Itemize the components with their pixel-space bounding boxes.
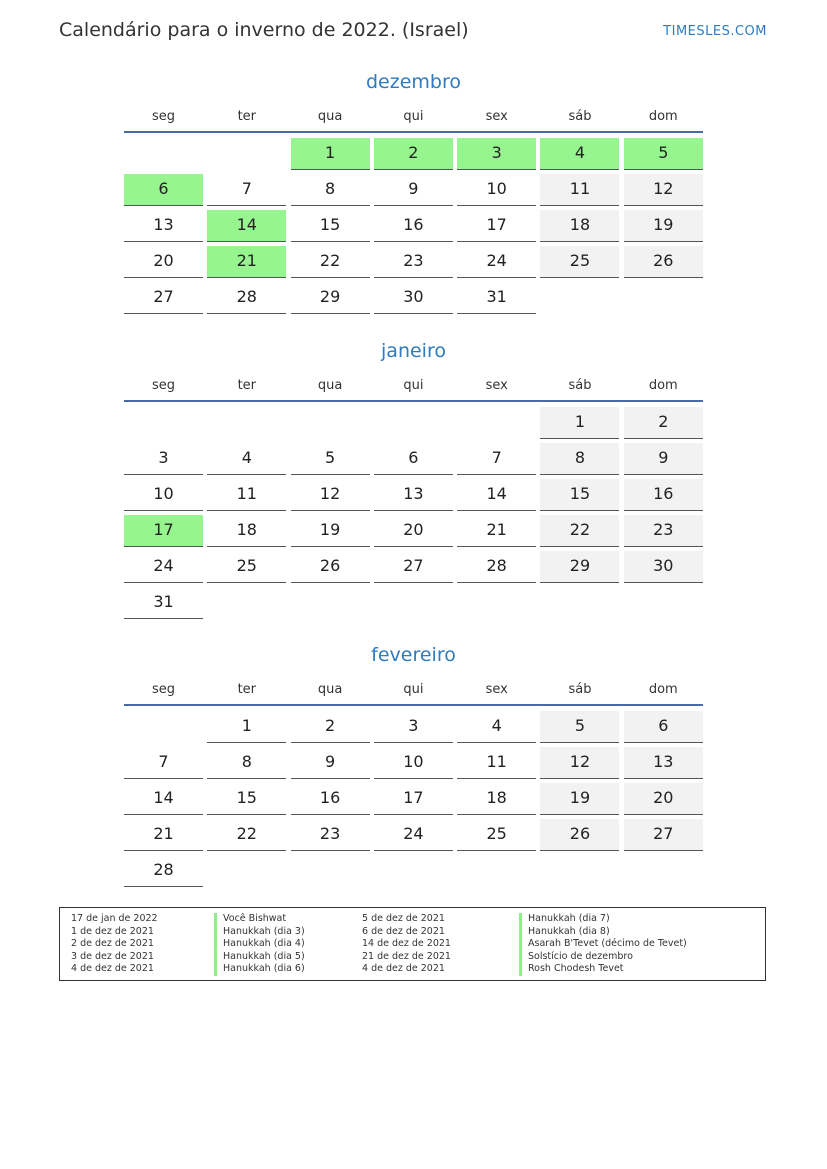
day-cell: 28 — [207, 282, 286, 314]
day-cell: 17 — [124, 515, 203, 547]
legend-holiday-name: Rosh Chodesh Tevet — [519, 963, 687, 976]
header-separator — [124, 704, 703, 706]
day-cell: 14 — [124, 783, 203, 815]
day-cell: 4 — [457, 711, 536, 743]
day-cell: 25 — [540, 246, 619, 278]
legend-date: 3 de dez de 2021 — [71, 950, 154, 962]
empty-cell — [124, 138, 203, 170]
weekday-label: qua — [317, 109, 343, 124]
empty-cell — [207, 138, 286, 170]
day-cell: 20 — [374, 515, 453, 547]
day-cell: 22 — [291, 246, 370, 278]
day-cell: 6 — [624, 711, 703, 743]
day-cell: 5 — [624, 138, 703, 170]
day-cell: 26 — [624, 246, 703, 278]
holiday-legend — [59, 907, 766, 981]
day-cell: 31 — [457, 282, 536, 314]
page-title: Calendário para o inverno de 2022. (Israel) — [59, 19, 469, 41]
day-cell: 2 — [624, 407, 703, 439]
day-cell: 15 — [207, 783, 286, 815]
day-cell: 16 — [624, 479, 703, 511]
day-cell: 21 — [457, 515, 536, 547]
empty-cell — [291, 407, 370, 439]
day-cell: 17 — [374, 783, 453, 815]
legend-date: 4 de dez de 2021 — [71, 963, 154, 975]
weekday-label: qua — [317, 682, 343, 697]
day-cell: 15 — [291, 210, 370, 242]
day-cell: 20 — [624, 783, 703, 815]
day-cell: 2 — [291, 711, 370, 743]
day-cell: 11 — [457, 747, 536, 779]
legend-holiday-name: Hanukkah (dia 5) — [214, 951, 305, 964]
day-cell: 27 — [624, 819, 703, 851]
weekday-label: ter — [237, 378, 257, 393]
day-cell: 24 — [124, 551, 203, 583]
weekday-label: qui — [403, 682, 424, 697]
day-cell: 21 — [124, 819, 203, 851]
legend-date: 17 de jan de 2022 — [71, 913, 158, 924]
day-cell: 28 — [457, 551, 536, 583]
legend-date: 6 de dez de 2021 — [362, 925, 445, 937]
weekday-header — [124, 373, 703, 399]
day-cell: 9 — [624, 443, 703, 475]
legend-date: 21 de dez de 2021 — [362, 950, 451, 962]
day-cell: 8 — [291, 174, 370, 206]
weekday-label: sáb — [568, 109, 592, 124]
weekday-label: seg — [151, 109, 176, 124]
day-cell: 31 — [124, 587, 203, 619]
header-separator — [124, 131, 703, 133]
legend-holiday-name: Solstício de dezembro — [519, 951, 687, 964]
month-calendar — [124, 337, 703, 619]
day-cell: 7 — [457, 443, 536, 475]
legend-dates-right — [362, 913, 451, 976]
day-cell: 12 — [540, 747, 619, 779]
legend-date: 2 de dez de 2021 — [71, 938, 154, 950]
weekday-label: dom — [648, 378, 678, 393]
day-grid — [124, 711, 703, 887]
day-cell: 30 — [374, 282, 453, 314]
weekday-label: seg — [151, 378, 176, 393]
legend-date: 1 de dez de 2021 — [71, 925, 154, 937]
weekday-label: sáb — [568, 378, 592, 393]
day-cell: 5 — [291, 443, 370, 475]
legend-holiday-name: Você Bishwat — [214, 913, 305, 926]
day-cell: 10 — [124, 479, 203, 511]
day-cell: 20 — [124, 246, 203, 278]
day-cell: 3 — [124, 443, 203, 475]
day-cell: 26 — [291, 551, 370, 583]
day-cell: 8 — [207, 747, 286, 779]
day-cell: 1 — [540, 407, 619, 439]
day-cell: 7 — [124, 747, 203, 779]
legend-holiday-name: Hanukkah (dia 7) — [519, 913, 687, 926]
weekday-label: sex — [485, 682, 508, 697]
day-cell: 8 — [540, 443, 619, 475]
weekday-label: ter — [237, 682, 257, 697]
weekday-label: dom — [648, 682, 678, 697]
day-cell: 5 — [540, 711, 619, 743]
day-cell: 16 — [374, 210, 453, 242]
month-calendar — [124, 68, 703, 314]
day-cell: 18 — [207, 515, 286, 547]
legend-names-right — [519, 913, 687, 976]
day-cell: 4 — [540, 138, 619, 170]
legend-holiday-name: Hanukkah (dia 6) — [214, 963, 305, 976]
day-cell: 22 — [540, 515, 619, 547]
legend-holiday-name: Asarah B'Tevet (décimo de Tevet) — [519, 938, 687, 951]
day-cell: 19 — [540, 783, 619, 815]
weekday-label: qui — [403, 109, 424, 124]
day-cell: 24 — [374, 819, 453, 851]
empty-cell — [207, 407, 286, 439]
day-cell: 21 — [207, 246, 286, 278]
day-cell: 13 — [624, 747, 703, 779]
day-grid — [124, 138, 703, 314]
day-cell: 25 — [457, 819, 536, 851]
day-cell: 7 — [207, 174, 286, 206]
weekday-label: sáb — [568, 682, 592, 697]
day-cell: 29 — [291, 282, 370, 314]
day-cell: 14 — [457, 479, 536, 511]
weekday-label: ter — [237, 109, 257, 124]
day-cell: 16 — [291, 783, 370, 815]
day-cell: 27 — [124, 282, 203, 314]
day-cell: 18 — [457, 783, 536, 815]
month-name: dezembro — [366, 71, 461, 93]
legend-holiday-name: Hanukkah (dia 3) — [214, 926, 305, 939]
day-cell: 19 — [624, 210, 703, 242]
day-cell: 19 — [291, 515, 370, 547]
legend-holiday-name: Hanukkah (dia 8) — [519, 926, 687, 939]
weekday-label: qua — [317, 378, 343, 393]
weekday-label: sex — [485, 378, 508, 393]
day-grid — [124, 407, 703, 619]
weekday-label: sex — [485, 109, 508, 124]
day-cell: 9 — [291, 747, 370, 779]
header-separator — [124, 400, 703, 402]
empty-cell — [457, 407, 536, 439]
day-cell: 23 — [291, 819, 370, 851]
day-cell: 15 — [540, 479, 619, 511]
day-cell: 17 — [457, 210, 536, 242]
legend-dates-left — [71, 913, 158, 976]
legend-date: 5 de dez de 2021 — [362, 913, 445, 924]
brand-link[interactable]: TIMESLES.COM — [663, 24, 767, 39]
day-cell: 27 — [374, 551, 453, 583]
day-cell: 9 — [374, 174, 453, 206]
day-cell: 24 — [457, 246, 536, 278]
day-cell: 6 — [374, 443, 453, 475]
legend-holiday-name: Hanukkah (dia 4) — [214, 938, 305, 951]
day-cell: 18 — [540, 210, 619, 242]
day-cell: 26 — [540, 819, 619, 851]
day-cell: 25 — [207, 551, 286, 583]
weekday-label: qui — [403, 378, 424, 393]
weekday-header — [124, 677, 703, 703]
empty-cell — [374, 407, 453, 439]
empty-cell — [124, 407, 203, 439]
day-cell: 14 — [207, 210, 286, 242]
day-cell: 28 — [124, 855, 203, 887]
day-cell: 13 — [374, 479, 453, 511]
month-name: janeiro — [381, 340, 446, 362]
day-cell: 22 — [207, 819, 286, 851]
day-cell: 30 — [624, 551, 703, 583]
day-cell: 4 — [207, 443, 286, 475]
empty-cell — [124, 711, 203, 743]
day-cell: 12 — [291, 479, 370, 511]
weekday-label: dom — [648, 109, 678, 124]
month-name: fevereiro — [371, 644, 456, 666]
day-cell: 11 — [540, 174, 619, 206]
day-cell: 10 — [457, 174, 536, 206]
weekday-label: seg — [151, 682, 176, 697]
day-cell: 11 — [207, 479, 286, 511]
day-cell: 23 — [624, 515, 703, 547]
weekday-header — [124, 104, 703, 130]
day-cell: 6 — [124, 174, 203, 206]
day-cell: 2 — [374, 138, 453, 170]
legend-names-left — [214, 913, 305, 976]
legend-date: 14 de dez de 2021 — [362, 938, 451, 950]
day-cell: 3 — [374, 711, 453, 743]
day-cell: 3 — [457, 138, 536, 170]
day-cell: 1 — [291, 138, 370, 170]
day-cell: 10 — [374, 747, 453, 779]
day-cell: 12 — [624, 174, 703, 206]
day-cell: 1 — [207, 711, 286, 743]
day-cell: 13 — [124, 210, 203, 242]
day-cell: 29 — [540, 551, 619, 583]
legend-date: 4 de dez de 2021 — [362, 963, 445, 975]
month-calendar — [124, 641, 703, 887]
day-cell: 23 — [374, 246, 453, 278]
